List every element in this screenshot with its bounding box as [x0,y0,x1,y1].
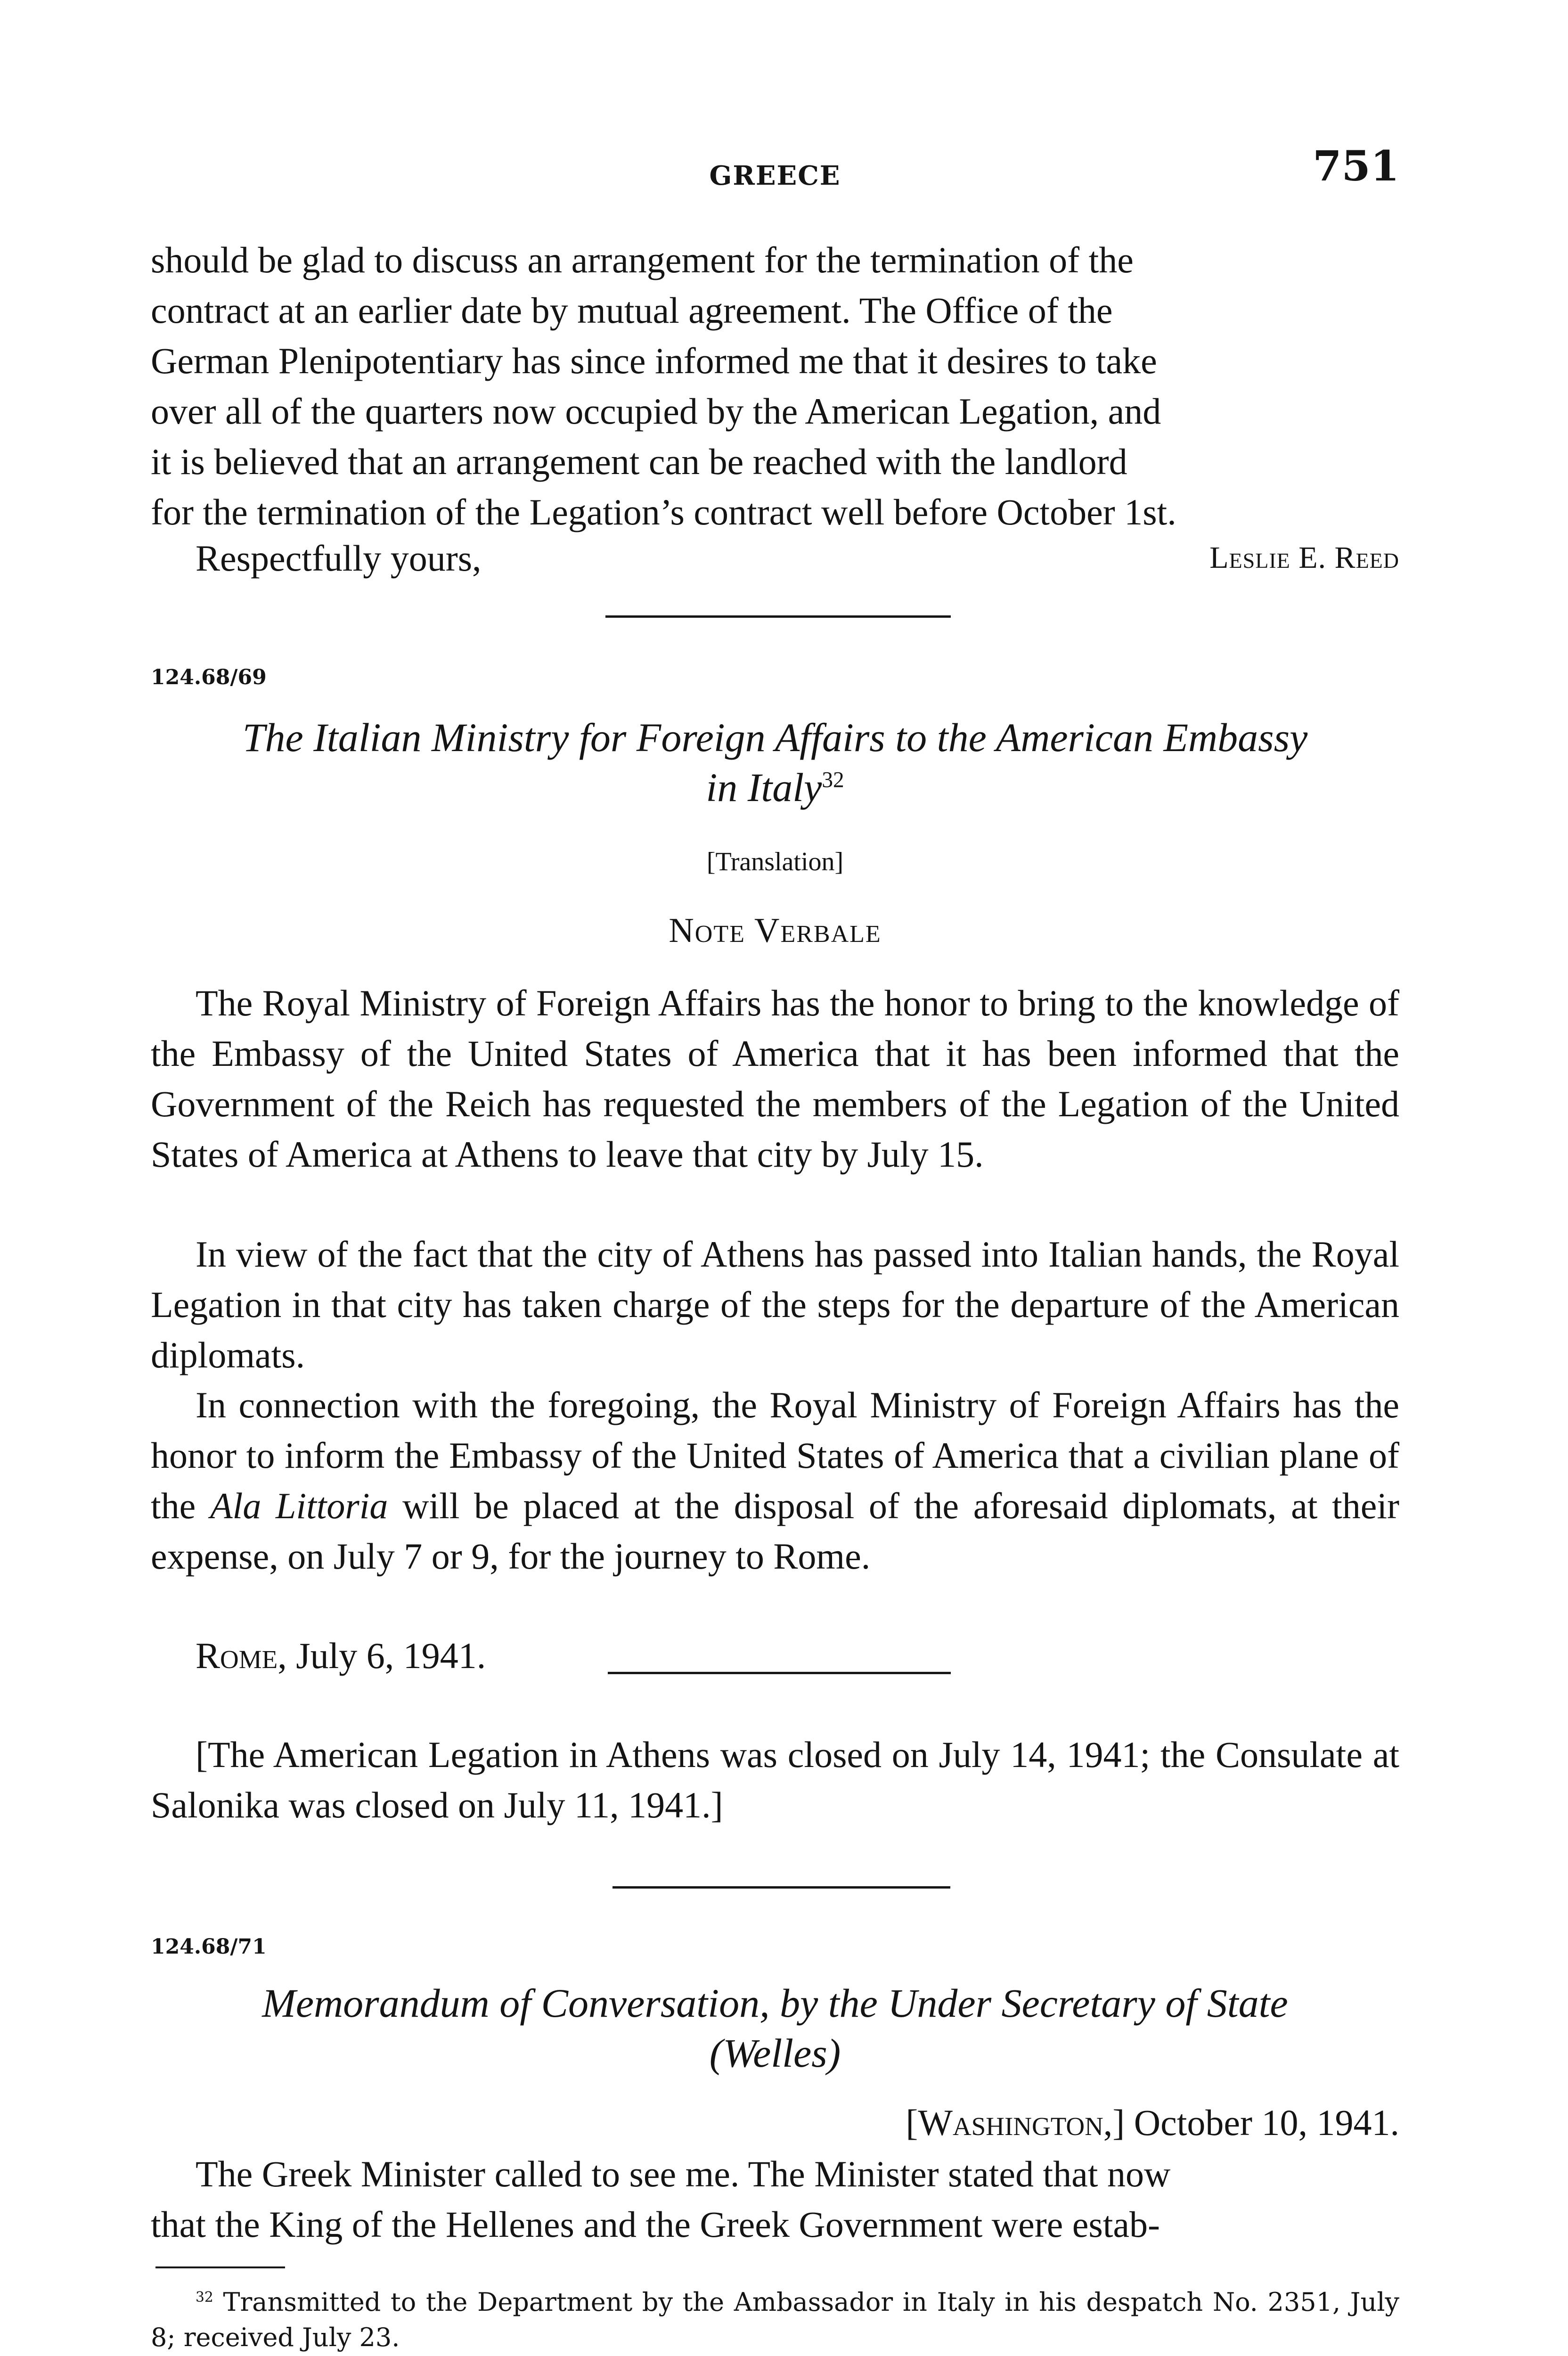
editorial-note: [The American Legation in Athens was closed on July 14, 1941; the Consulate at Salonika was closed on July 11, 1941.] [151,1734,1399,1825]
footnote-separator [155,2266,285,2268]
letter-line: for the termination of the Legation’s contract well before October 1st. [151,491,1176,532]
closing-text: Respectfully yours, [196,538,482,579]
section-divider [605,615,951,618]
title-line: (Welles) [709,2030,841,2076]
footnote-text: Transmitted to the Department by the Ambassador in Italy in his despatch No. 2351, July 8; received July 23. [151,2287,1399,2352]
letter-paragraph [151,235,1399,537]
date-place: Washington, [918,2102,1113,2143]
page-header [151,141,1399,198]
memo-date-line [906,2102,1399,2144]
memo-line: The Greek Minister called to see me. The Minister stated that now [196,2153,1171,2194]
body-paragraph: The Royal Ministry of Foreign Affairs has the honor to bring to the knowledge of the Embassy of the United States of America that it has been informed that the Government of the Reich has requested the members of the Legation of the United States of America at Athens to leave that city by July 15. [151,982,1399,1175]
paragraph-text: will be placed at the disposal of the aforesaid diplomats, at their expense, on July 7 or 9, for the journey to Rome. [151,1485,1400,1577]
document-title [151,712,1399,812]
running-head: GREECE [709,160,841,191]
memo-line: that the King of the Hellenes and the Greek Government were estab- [151,2204,1160,2245]
section-divider [608,1672,951,1674]
aircraft-name: Ala Littoria [210,1485,388,1526]
date-text: ] October 10, 1941. [1112,2102,1399,2143]
date-place: Rome, [196,1635,287,1676]
paragraph-text: In connection with the foregoing, the Royal Ministry of Foreign Affairs has the honor to inform the Embassy of the United States of America that a civilian plane of the [151,1384,1399,1526]
letter-line: German Plenipotentiary has since informed me that it desires to take [151,340,1157,381]
footnote-reference: 32 [822,768,844,793]
footnote [151,2284,1399,2355]
page-number: 751 [1313,141,1399,190]
title-line [151,762,1399,812]
note-verbale-heading: Note Verbale [669,911,882,950]
date-text: July 6, 1941. [286,1635,486,1676]
file-number: 124.68/71 [151,1935,267,1959]
letter-line: should be glad to discuss an arrangement for the termination of the [151,239,1134,280]
letter-line: contract at an earlier date by mutual agreement. The Office of the [151,290,1113,331]
title-text: in Italy [706,765,822,810]
translation-label: [Translation] [706,847,844,876]
memo-paragraph [151,2149,1399,2250]
body-paragraph: In view of the fact that the city of Athens has passed into Italian hands, the Royal Legation in that city has taken charge of the steps for the departure of the American diplomats. [151,1234,1399,1375]
section-divider [612,1886,950,1889]
footnote-marker: 32 [196,2289,213,2306]
file-number: 124.68/69 [151,665,267,689]
letter-line: it is believed that an arrangement can be reached with the landlord [151,441,1127,482]
document-title [151,1978,1399,2078]
body-paragraph [151,1380,1399,1581]
bracket: [ [906,2102,918,2143]
letter-line: over all of the quarters now occupied by the American Legation, and [151,391,1161,432]
closing-row [151,537,1399,589]
title-line: The Italian Ministry for Foreign Affairs to the American Embassy [242,715,1308,760]
date-line [196,1630,486,1681]
signature: Leslie E. Reed [1209,540,1399,575]
title-line: Memorandum of Conversation, by the Under Secretary of State [262,1980,1288,2026]
